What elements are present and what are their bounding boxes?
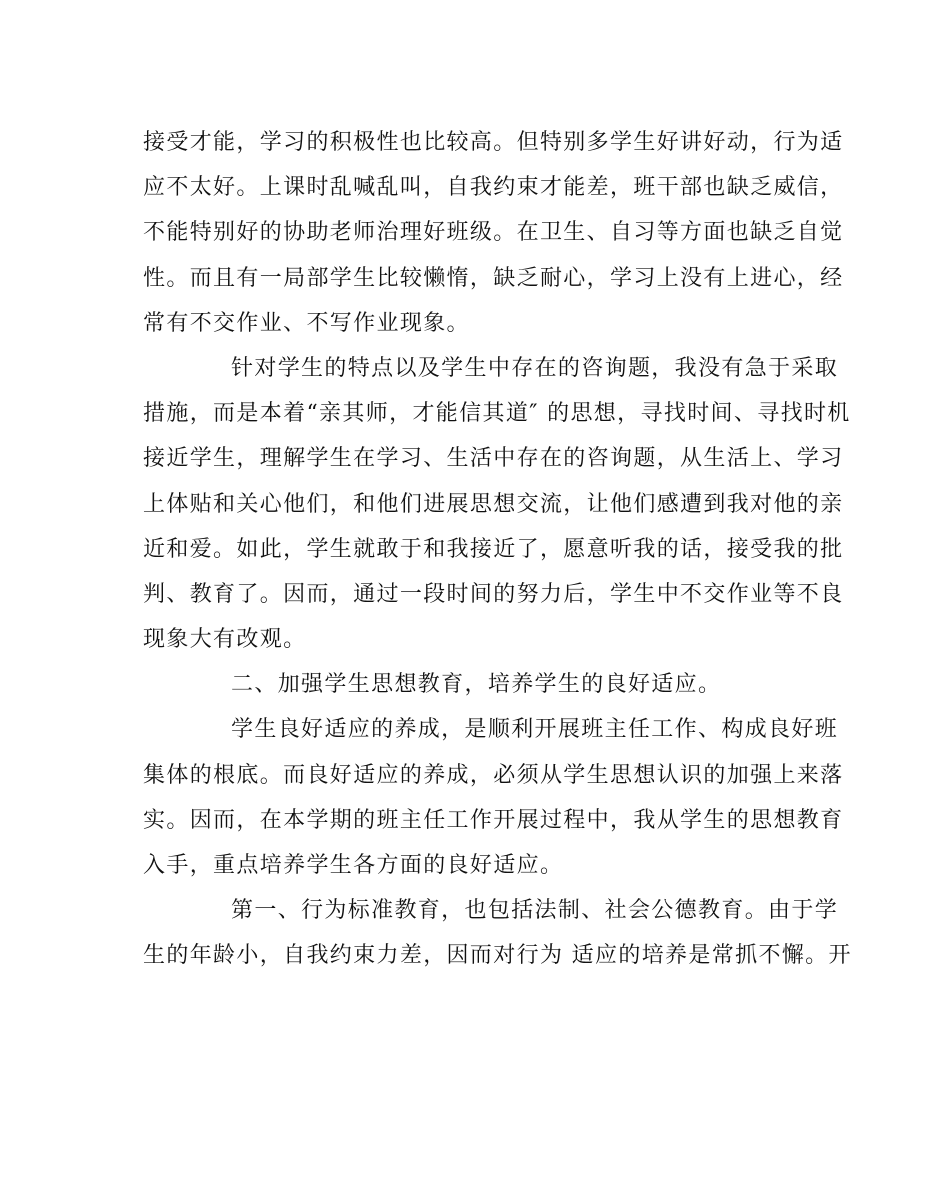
document-body (143, 120, 852, 979)
text-line: 接近学生，理解学生在学习、生活中存在的咨询题，从生活上、学习 (143, 446, 844, 472)
text-line: 集体的根底。而良好适应的养成，必须从学生思想认识的加强上来落 (143, 762, 844, 788)
text-line: 常有不交作业、不写作业现象。 (143, 310, 470, 336)
text-line: 学生良好适应的养成，是顺利开展班主任工作、构成良好班 (231, 717, 839, 743)
text-line: 上体贴和关心他们，和他们进展思想交流，让他们感遭到我对他的亲 (143, 491, 844, 517)
text-line: 判、教育了。因而，通过一段时间的努力后，学生中不交作业等不良 (143, 581, 844, 607)
text-line: 应不太好。上课时乱喊乱叫，自我约束才能差，班干部也缺乏威信， (143, 175, 844, 201)
text-line: 接受才能，学习的积极性也比较高。但特别多学生好讲好动，行为适 (143, 130, 844, 155)
text-line: 现象大有改观。 (143, 627, 307, 653)
text-line: 二、加强学生思想教育，培养学生的良好适应。 (231, 672, 722, 698)
text-line: 实。因而，在本学期的班主任工作开展过程中，我从学生的思想教育 (143, 807, 844, 833)
text-line: 入手，重点培养学生各方面的良好适应。 (143, 853, 564, 878)
text-line: 针对学生的特点以及学生中存在的咨询题，我没有急于采取 (231, 355, 839, 381)
text-line: 措施，而是本着“亲其师，才能信其道″ 的思想，寻找时间、寻找时机 (143, 401, 851, 427)
text-line: 不能特别好的协助老师治理好班级。在卫生、自习等方面也缺乏自觉 (143, 220, 844, 246)
text-line: 生的年龄小，自我约束力差，因而对行为 适应的培养是常抓不懈。开 (143, 943, 852, 969)
text-line: 近和爱。如此，学生就敢于和我接近了，愿意听我的话，接受我的批 (143, 536, 844, 562)
text-line: 性。而且有一局部学生比较懒惰，缺乏耐心，学习上没有上进心，经 (143, 265, 844, 291)
text-line: 第一、行为标准教育，也包括法制、社会公德教育。由于学 (231, 898, 839, 924)
